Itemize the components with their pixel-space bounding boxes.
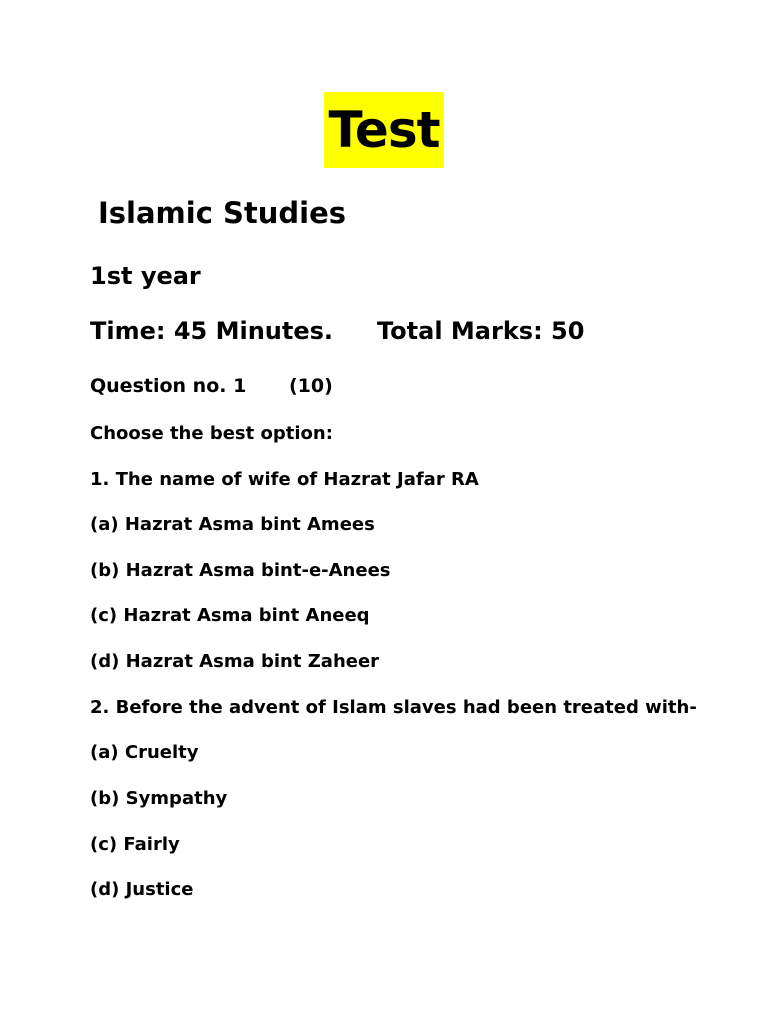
title-container [0,92,768,168]
time-allowed: Time: 45 Minutes. [90,317,334,345]
question-2-option-c: (c) Fairly [90,834,180,855]
question-number: Question no. 1 [90,375,247,397]
question-2-option-b: (b) Sympathy [90,788,228,809]
question-1-option-c: (c) Hazrat Asma bint Aneeq [90,605,370,626]
year-heading: 1st year [90,262,201,290]
instruction-text: Choose the best option: [90,423,333,444]
page-title: Test [324,92,443,168]
question-1-option-d: (d) Hazrat Asma bint Zaheer [90,651,380,672]
subject-heading: Islamic Studies [98,196,347,230]
question-2-text: 2. Before the advent of Islam slaves had been treated with- [90,697,697,718]
question-2-option-a: (a) Cruelty [90,742,199,763]
question-1-option-b: (b) Hazrat Asma bint-e-Anees [90,560,391,581]
total-marks: Total Marks: 50 [377,317,585,345]
question-1-text: 1. The name of wife of Hazrat Jafar RA [90,469,479,490]
question-marks: (10) [289,375,333,397]
question-2-option-d: (d) Justice [90,879,194,900]
question-1-option-a: (a) Hazrat Asma bint Amees [90,514,375,535]
